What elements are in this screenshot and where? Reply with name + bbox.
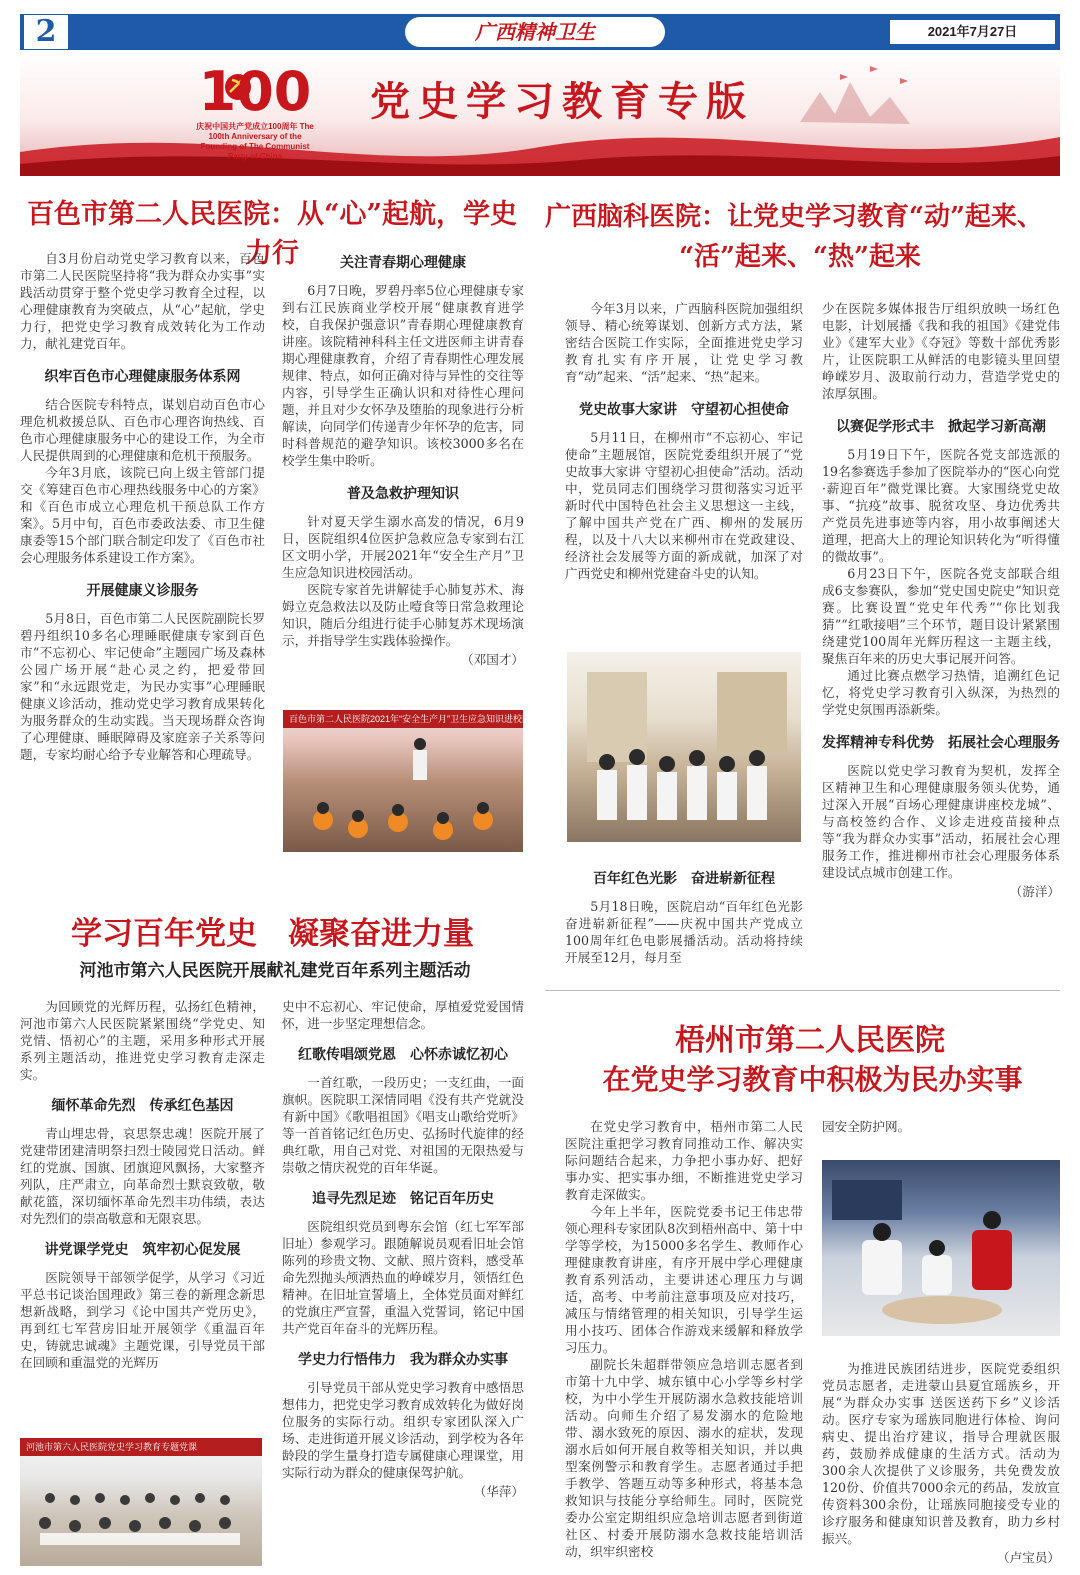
article3-photo bbox=[567, 652, 801, 842]
article3-title-line1: 广西脑科医院：让党史学习教育“动”起来、 bbox=[545, 202, 1043, 232]
article2-s5-title: 学史力行悟伟力 我为群众办实事 bbox=[298, 1352, 508, 1368]
article1-s4-title: 普及急救护理知识 bbox=[347, 486, 459, 502]
issue-date: 2021年7月27日 bbox=[890, 20, 1055, 44]
article3-s3-p3: 通过比赛点燃学习热情，追溯红色记忆，将党史学习教育引入纵深，为热烈的学党史氛围再添新柴。 bbox=[822, 668, 1060, 717]
article3-s3-p1: 5月19日下午，医院各党支部选派的19名参赛选手参加了医院举办的“医心向党·薪迎百年”微党课比赛。大家围绕党史故事、“抗疫”故事、脱贫攻坚、身边优秀共产党员先进事迹等内容，用小故事阐述大道理，把高大上的理论知识转化为“听得懂的微故事”。 bbox=[822, 447, 1060, 564]
article3-s4-p1: 医院以党史学习教育为契机，发挥全区精神卫生和心理健康服务领头优势，通过深入开展“百场心理健康讲座校龙城”、与高校签约合作、义诊走进疫苗接种点等“我为群众办实事”活动，拓展社会心理服务工作，推进柳州市社会心理服务体系建设试点城市创建工作。 bbox=[822, 763, 1060, 880]
article1-s1-p2: 今年3月底，该院已向上级主管部门提交《筹建百色市心理热线服务中心的方案》和《百色市成立心理危机干预总队工作方案》。5月中旬，百色市委政法委、市卫生健康委等15个部门联合制定印发了《百色市社会心理服务体系建设工作方案》。 bbox=[20, 465, 265, 565]
article1-s2-p1: 5月8日，百色市第二人民医院副院长罗碧丹组织10多名心理睡眠健康专家到百色市“不忘初心、牢记使命”主题园广场及森林公园广场开展“赴心灵之约，把爱带回家”和“永远跟党走，为民办实事”心理睡眠健康义诊活动，推动党史学习教育成果转化为服务群众的生动实践。当天现场群众咨询了心理健康、睡眠障碍及家庭亲子关系等问题，专家均耐心给予专业解答和心理疏导。 bbox=[20, 611, 265, 762]
article3-s4-title: 发挥精神专科优势 拓展社会心理服务 bbox=[822, 735, 1060, 751]
article3-col1-bottom bbox=[565, 868, 803, 966]
article2-subtitle: 河池市第六人民医院开展献礼建党百年系列主题活动 bbox=[79, 961, 471, 981]
article4-col1 bbox=[565, 1118, 803, 1560]
article3-col2-continued: 少在医院多媒体报告厅组织放映一场红色电影，计划展播《我和我的祖国》《建党伟业》《建军大业》《夺冠》等数十部优秀影片，让医院职工从鲜活的电影镜头里回望峥嵘岁月、汲取前行动力，营造学党史的浓厚氛围。 bbox=[822, 301, 1060, 401]
divider bbox=[545, 990, 1060, 991]
paper-name: 广西精神卫生 bbox=[405, 17, 665, 47]
article1-s2-title: 开展健康义诊服务 bbox=[86, 583, 199, 599]
article2-col2 bbox=[282, 998, 524, 1500]
article4-p4: 为推进民族团结进步，医院党委组织党员志愿者，走进蒙山县夏宜瑶族乡，开展“为群众办实事 送医送药下乡”义诊活动。医疗专家为瑶族同胞进行体检、询问病史、提出治疗建议，指导合理就医服药，鼓励养成健康的生活方式。活动为300余人次提供了义诊服务，共免费发放120份、价值共7000余元的药品，发放宣传资料300余份，让瑶族同胞接受专业的诊疗服务和健康知识普及教育，助力乡村振兴。 bbox=[822, 1361, 1060, 1546]
article4-title-line2: 在党史学习教育中积极为民办实事 bbox=[602, 1063, 1023, 1096]
article1-intro: 自3月份启动党史学习教育以来，百色市第二人民医院坚持将“我为群众办实事”实践活动贯穿于整个党史学习教育全过程，以心理健康教育为突破点，从“心”起航，学史力行，把党史学习教育成效转化为工作动力，献礼建党百年。 bbox=[20, 251, 265, 351]
article1-col1 bbox=[20, 250, 265, 763]
article2-col2-continued: 史中不忘初心、牢记使命，厚植爱党爱国情怀，进一步坚定理想信念。 bbox=[282, 999, 524, 1031]
article3-title-line2: “活”起来、“热”起来 bbox=[679, 242, 921, 272]
article4-photo bbox=[822, 1160, 1060, 1336]
article1-s4-p2: 医院专家首先讲解徒手心肺复苏术、海姆立克急救法以及防止噎食等日常急救理论知识，随后分组进行徒手心肺复苏术现场演示，并指导学生实践体验操作。 bbox=[282, 582, 524, 648]
article1-s3-title: 关注青春期心理健康 bbox=[340, 255, 466, 271]
article2-intro: 为回顾党的光辉历程，弘扬红色精神，河池市第六人民医院紧紧围绕“学党史、知党情、悟初心”的主题，采用多种形式开展系列主题活动，推进党史学习教育走深走实。 bbox=[20, 999, 265, 1082]
page-number: 2 bbox=[24, 15, 68, 49]
article1-photo-banner: 百色市第二人民医院2021年“安全生产月”卫生应急知识进校园活动 bbox=[283, 710, 523, 728]
article1-s3-p1: 6月7日晚，罗碧丹率5位心理健康专家到右江民族商业学校开展“健康教育进学校，自我保护强意识”青春期心理健康教育讲座。该院精神科科主任文进医师主讲青春期心理健康教育，介绍了青春期性心理发展规律、特点，如何正确对待与异性的交往等内容，引导学生正确认识和对待性心理问题，并且对少女怀孕及堕胎的现象进行分析解读，向同学们传递青少年怀孕的危害，同时科普规范的避孕知识。该校3000多名在校学生集中聆听。 bbox=[282, 283, 524, 468]
article3-col1 bbox=[565, 300, 803, 582]
article1-col2 bbox=[282, 252, 524, 668]
banner-title: 党史学习教育专版 bbox=[370, 78, 754, 125]
article4-col2-continued: 园安全防护网。 bbox=[822, 1119, 911, 1134]
article4-byline: （卢宝员） bbox=[997, 1550, 1060, 1565]
article4-p1: 在党史学习教育中，梧州市第二人民医院注重把学习教育同推动工作、解决实际问题结合起来，力争把小事办好、把好事办实、把实事办细，不断推进党史学习教育走深做实。 bbox=[565, 1119, 803, 1202]
article2-byline: （华萍） bbox=[473, 1484, 524, 1499]
article2-s1-title: 缅怀革命先烈 传承红色基因 bbox=[51, 1098, 234, 1114]
article3-byline: （游洋） bbox=[1009, 884, 1060, 899]
article3-s3-p2: 6月23日下午，医院各党支部联合组成6支参赛队，参加“党史国史院史”知识竞赛。比赛设置“党史年代秀”“你比划我猜”“红歌接唱”三个环节，题目设计紧紧围绕建党100周年光辉历程这一主题主线，聚焦百年来的历史大事记展开问答。 bbox=[822, 566, 1060, 666]
article1-title: 百色市第二人民医院：从“心”起航，学史力行 bbox=[26, 199, 518, 269]
article1-s1-title: 织牢百色市心理健康服务体系网 bbox=[44, 369, 241, 385]
article3-s2-p1: 5月18日晚，医院启动“百年红色光影 奋进崭新征程”——庆祝中国共产党成立100周年红色电影展播活动。活动将持续开展至12月，每月至 bbox=[565, 899, 803, 965]
article4-col2-bottom bbox=[822, 1360, 1060, 1566]
article2-photo bbox=[20, 1438, 262, 1566]
article2-s2-p1: 医院领导干部领学促学，从学习《习近平总书记谈治国理政》第三卷的新理念新思想新战略，到学习《论中国共产党历史》，再到红七军营房旧址开展领学《重温百年史，铸就忠诚魂》主题党课，引导党员干部在回顾和重温党的光辉历 bbox=[20, 1270, 265, 1370]
article3-s3-title: 以赛促学形式丰 掀起学习新高潮 bbox=[836, 419, 1046, 435]
article2-title: 学习百年党史 凝聚奋进力量 bbox=[71, 916, 474, 952]
article2-s1-p1: 青山埋忠骨，哀思祭忠魂！医院开展了党建带团建清明祭扫烈士陵园党日活动。鲜红的党旗、国旗、团旗迎风飘扬，大家整齐列队，庄严肃立，向革命烈士默哀致敬，敬献花篮，深切缅怀革命先烈丰功伟绩，表达对先烈们的崇高敬意和无限哀思。 bbox=[20, 1126, 265, 1226]
article3-col2 bbox=[822, 300, 1060, 900]
article1-photo bbox=[283, 710, 550, 852]
article2-photo-banner: 河池市第六人民医院党史学习教育专题党课 bbox=[20, 1438, 262, 1456]
article1-s1-p1: 结合医院专科特点，谋划启动百色市心理危机救援总队、百色市心理咨询热线、百色市心理健康服务中心的建设工作，为全市人民提供周到的心理健康和危机干预服务。 bbox=[20, 397, 265, 463]
article4-title-line1: 梧州市第二人民医院 bbox=[675, 1023, 945, 1058]
logo-caption: 庆祝中国共产党成立100周年 The 100th Anniversary of the Founding of The Communist Party of China bbox=[196, 122, 314, 161]
article4-p3: 副院长朱超群带领应急培训志愿者到市第十九中学、城东镇中心小学等乡村学校，为中小学生开展防溺水急救技能培训活动。向师生介绍了易发溺水的危险地带、溺水致死的原因、溺水的症状，发现溺水后如何开展自救等相关知识，并以典型案例警示和教育学生。志愿者通过手把手教学、答题互动等多种形式，将基本急救知识与技能分享给师生。同时，医院党委办公室定期组织应急培训志愿者到街道社区、村委开展防溺水急救技能培训活动，织牢织密校 bbox=[565, 1357, 803, 1559]
article4-col2-top bbox=[822, 1118, 1060, 1135]
article2-s3-p1: 一首红歌，一段历史；一支红曲，一面旗帜。医院职工深情同唱《没有共产党就没有新中国》《歌唱祖国》《唱支山歌给党听》等一首首铭记红色历史、弘扬时代旋律的经典红歌，用自己对党、对祖国的无限热爱与崇敬之情庆祝党的百年华诞。 bbox=[282, 1075, 524, 1175]
article2-s2-title: 讲党课学党史 筑牢初心促发展 bbox=[44, 1242, 241, 1258]
article2-s4-p1: 医院组织党员到粤东会馆（红七军军部旧址）参观学习。跟随解说员观看旧址会馆陈列的珍贵文物、文献、照片资料，感受革命先烈抛头颅洒热血的峥嵘岁月，领悟红色精神。在旧址宣誓墙上，全体党员面对鲜红的党旗庄严宣誓，重温入党誓词，铭记中国共产党百年奋斗的光辉历程。 bbox=[282, 1219, 524, 1336]
article2-s3-title: 红歌传唱颂党恩 心怀赤诚忆初心 bbox=[298, 1047, 508, 1063]
article1-s4-p1: 针对夏天学生溺水高发的情况，6月9日，医院组织4位医护急救应急专家到右江区文明小学，开展2021年“安全生产月”卫生应急知识进校园活动。 bbox=[282, 514, 524, 580]
article2-s4-title: 追寻先烈足迹 铭记百年历史 bbox=[312, 1191, 494, 1207]
article3-s2-title: 百年红色光影 奋进崭新征程 bbox=[593, 871, 775, 887]
logo-100: 100 bbox=[198, 60, 312, 123]
article3-s1-title: 党史故事大家讲 守望初心担使命 bbox=[579, 402, 789, 418]
article3-s1-p1: 5月11日，在柳州市“不忘初心、牢记使命”主题展馆，医院党委组织开展了“党史故事大家讲 守望初心担使命”活动。活动中，党员同志们围绕学习贯彻落实习近平新时代中国特色社会主义思想这一主线，了解中国共产党在广西、柳州的发展历程，以及十八大以来柳州市在党政建设、经济社会发展等方面的新成就，加深了对广西党史和柳州党建奋斗史的认知。 bbox=[565, 430, 803, 581]
article4-p2: 今年上半年，医院党委书记王伟忠带领心理科专家团队8次到梧州高中、第十中学等学校，为15000多名学生、教师作心理健康教育讲座，有序开展中学心理健康教育系列活动，主要讲述心理压力与调适，高考、中考前注意事项及应对技巧，减压与情绪管理的相关知识，引导学生运用小技巧、团体合作游戏来缓解和释放学习压力。 bbox=[565, 1204, 803, 1355]
article2-s5-p1: 引导党员干部从党史学习教育中感悟思想伟力，把党史学习教育成效转化为做好岗位服务的实际行动。组织专家团队深入广场、走进街道开展义诊活动，到学校为各年龄段的学生量身打造专属健康心理课堂，用实际行动为群众的健康保驾护航。 bbox=[282, 1380, 524, 1480]
article1-byline: （邓国才） bbox=[461, 652, 524, 667]
article3-intro: 今年3月以来，广西脑科医院加强组织领导、精心统筹谋划、创新方式方法，紧密结合医院工作实际，全面推进党史学习教育扎实有序开展，让党史学习教育“动”起来、“活”起来、“热”起来。 bbox=[565, 301, 803, 384]
article2-col1 bbox=[20, 998, 265, 1371]
